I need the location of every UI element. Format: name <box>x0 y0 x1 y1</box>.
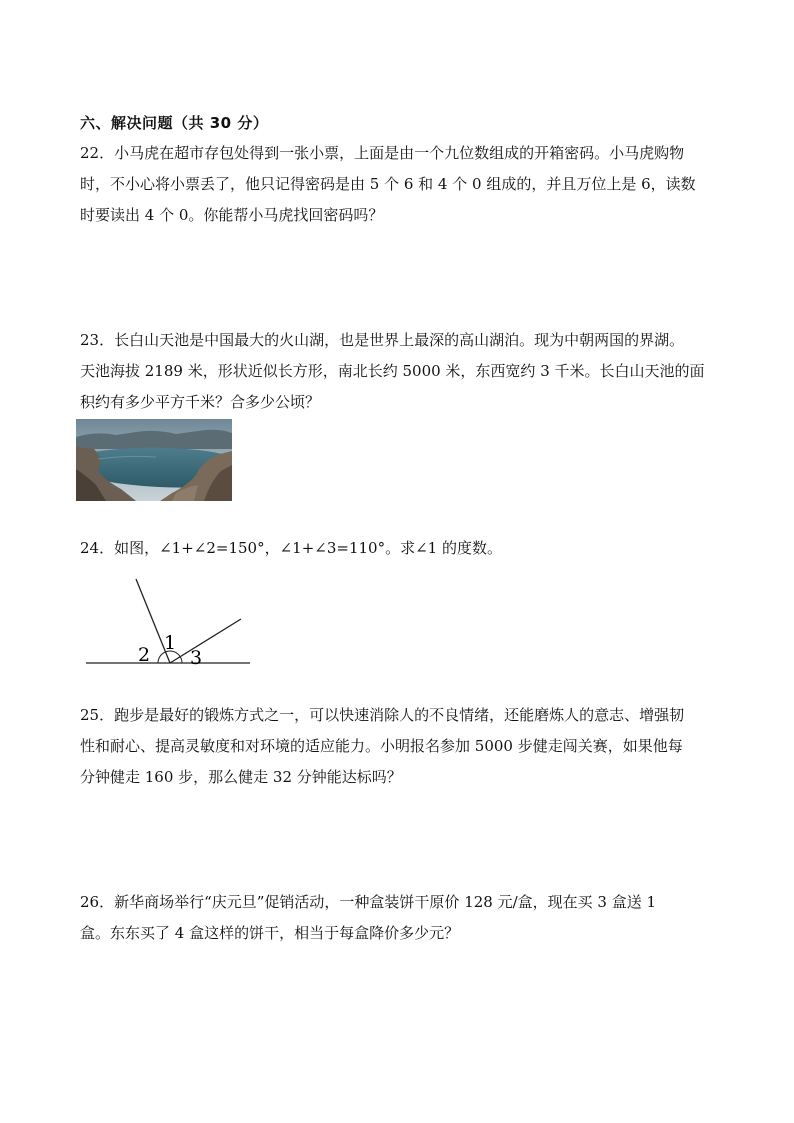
angle-diagram <box>84 575 254 667</box>
question-26-line-1: 26．新华商场举行“庆元旦”促销活动，一种盒装饼干原价 128 元/盒，现在买 3 盒送 1 <box>80 893 657 911</box>
question-23-line-2: 天池海拔 2189 米，形状近似长方形，南北长约 5000 米，东西宽约 3 千米。长白山天池的面 <box>80 362 705 380</box>
question-22-line-3: 时要读出 4 个 0。你能帮小马虎找回密码吗？ <box>80 206 384 224</box>
right-ray <box>170 619 241 663</box>
question-26 <box>80 887 720 949</box>
angle-label-1: 1 <box>164 632 177 654</box>
section-title: 六、解决问题（共 30 分） <box>80 114 269 132</box>
question-22-line-1: 22．小马虎在超市存包处得到一张小票，上面是由一个九位数组成的开箱密码。小马虎购物 <box>80 144 685 162</box>
question-26-line-2: 盒。东东买了 4 盒这样的饼干，相当于每盒降价多少元？ <box>80 924 460 942</box>
question-24 <box>80 533 720 564</box>
question-22 <box>80 138 720 231</box>
tianchi-lake-photo <box>76 419 232 501</box>
angle-3-arc <box>180 657 182 663</box>
question-22-line-2: 时，不小心将小票丢了，他只记得密码是由 5 个 6 和 4 个 0 组成的，并且万位上是 6，读数 <box>80 175 696 193</box>
question-25-line-3: 分钟健走 160 步，那么健走 32 分钟能达标吗？ <box>80 768 402 786</box>
question-24-line-1: 24．如图，∠1+∠2=150°，∠1+∠3=110°。求∠1 的度数。 <box>80 539 502 557</box>
angle-label-2: 2 <box>138 644 151 666</box>
angle-diagram-svg <box>84 575 254 667</box>
question-23-line-1: 23．长白山天池是中国最大的火山湖，也是世界上最深的高山湖泊。现为中朝两国的界湖。 <box>80 331 685 349</box>
tianchi-lake-illustration <box>76 419 232 501</box>
question-23-line-3: 积约有多少平方千米？合多少公顷？ <box>80 393 321 411</box>
question-25 <box>80 700 720 793</box>
question-25-line-2: 性和耐心、提高灵敏度和对环境的适应能力。小明报名参加 5000 步健走闯关赛，如果他每 <box>80 737 683 755</box>
angle-label-3: 3 <box>190 647 203 667</box>
question-23 <box>80 325 720 418</box>
question-25-line-1: 25．跑步是最好的锻炼方式之一，可以快速消除人的不良情绪，还能磨炼人的意志、增强韧 <box>80 706 685 724</box>
